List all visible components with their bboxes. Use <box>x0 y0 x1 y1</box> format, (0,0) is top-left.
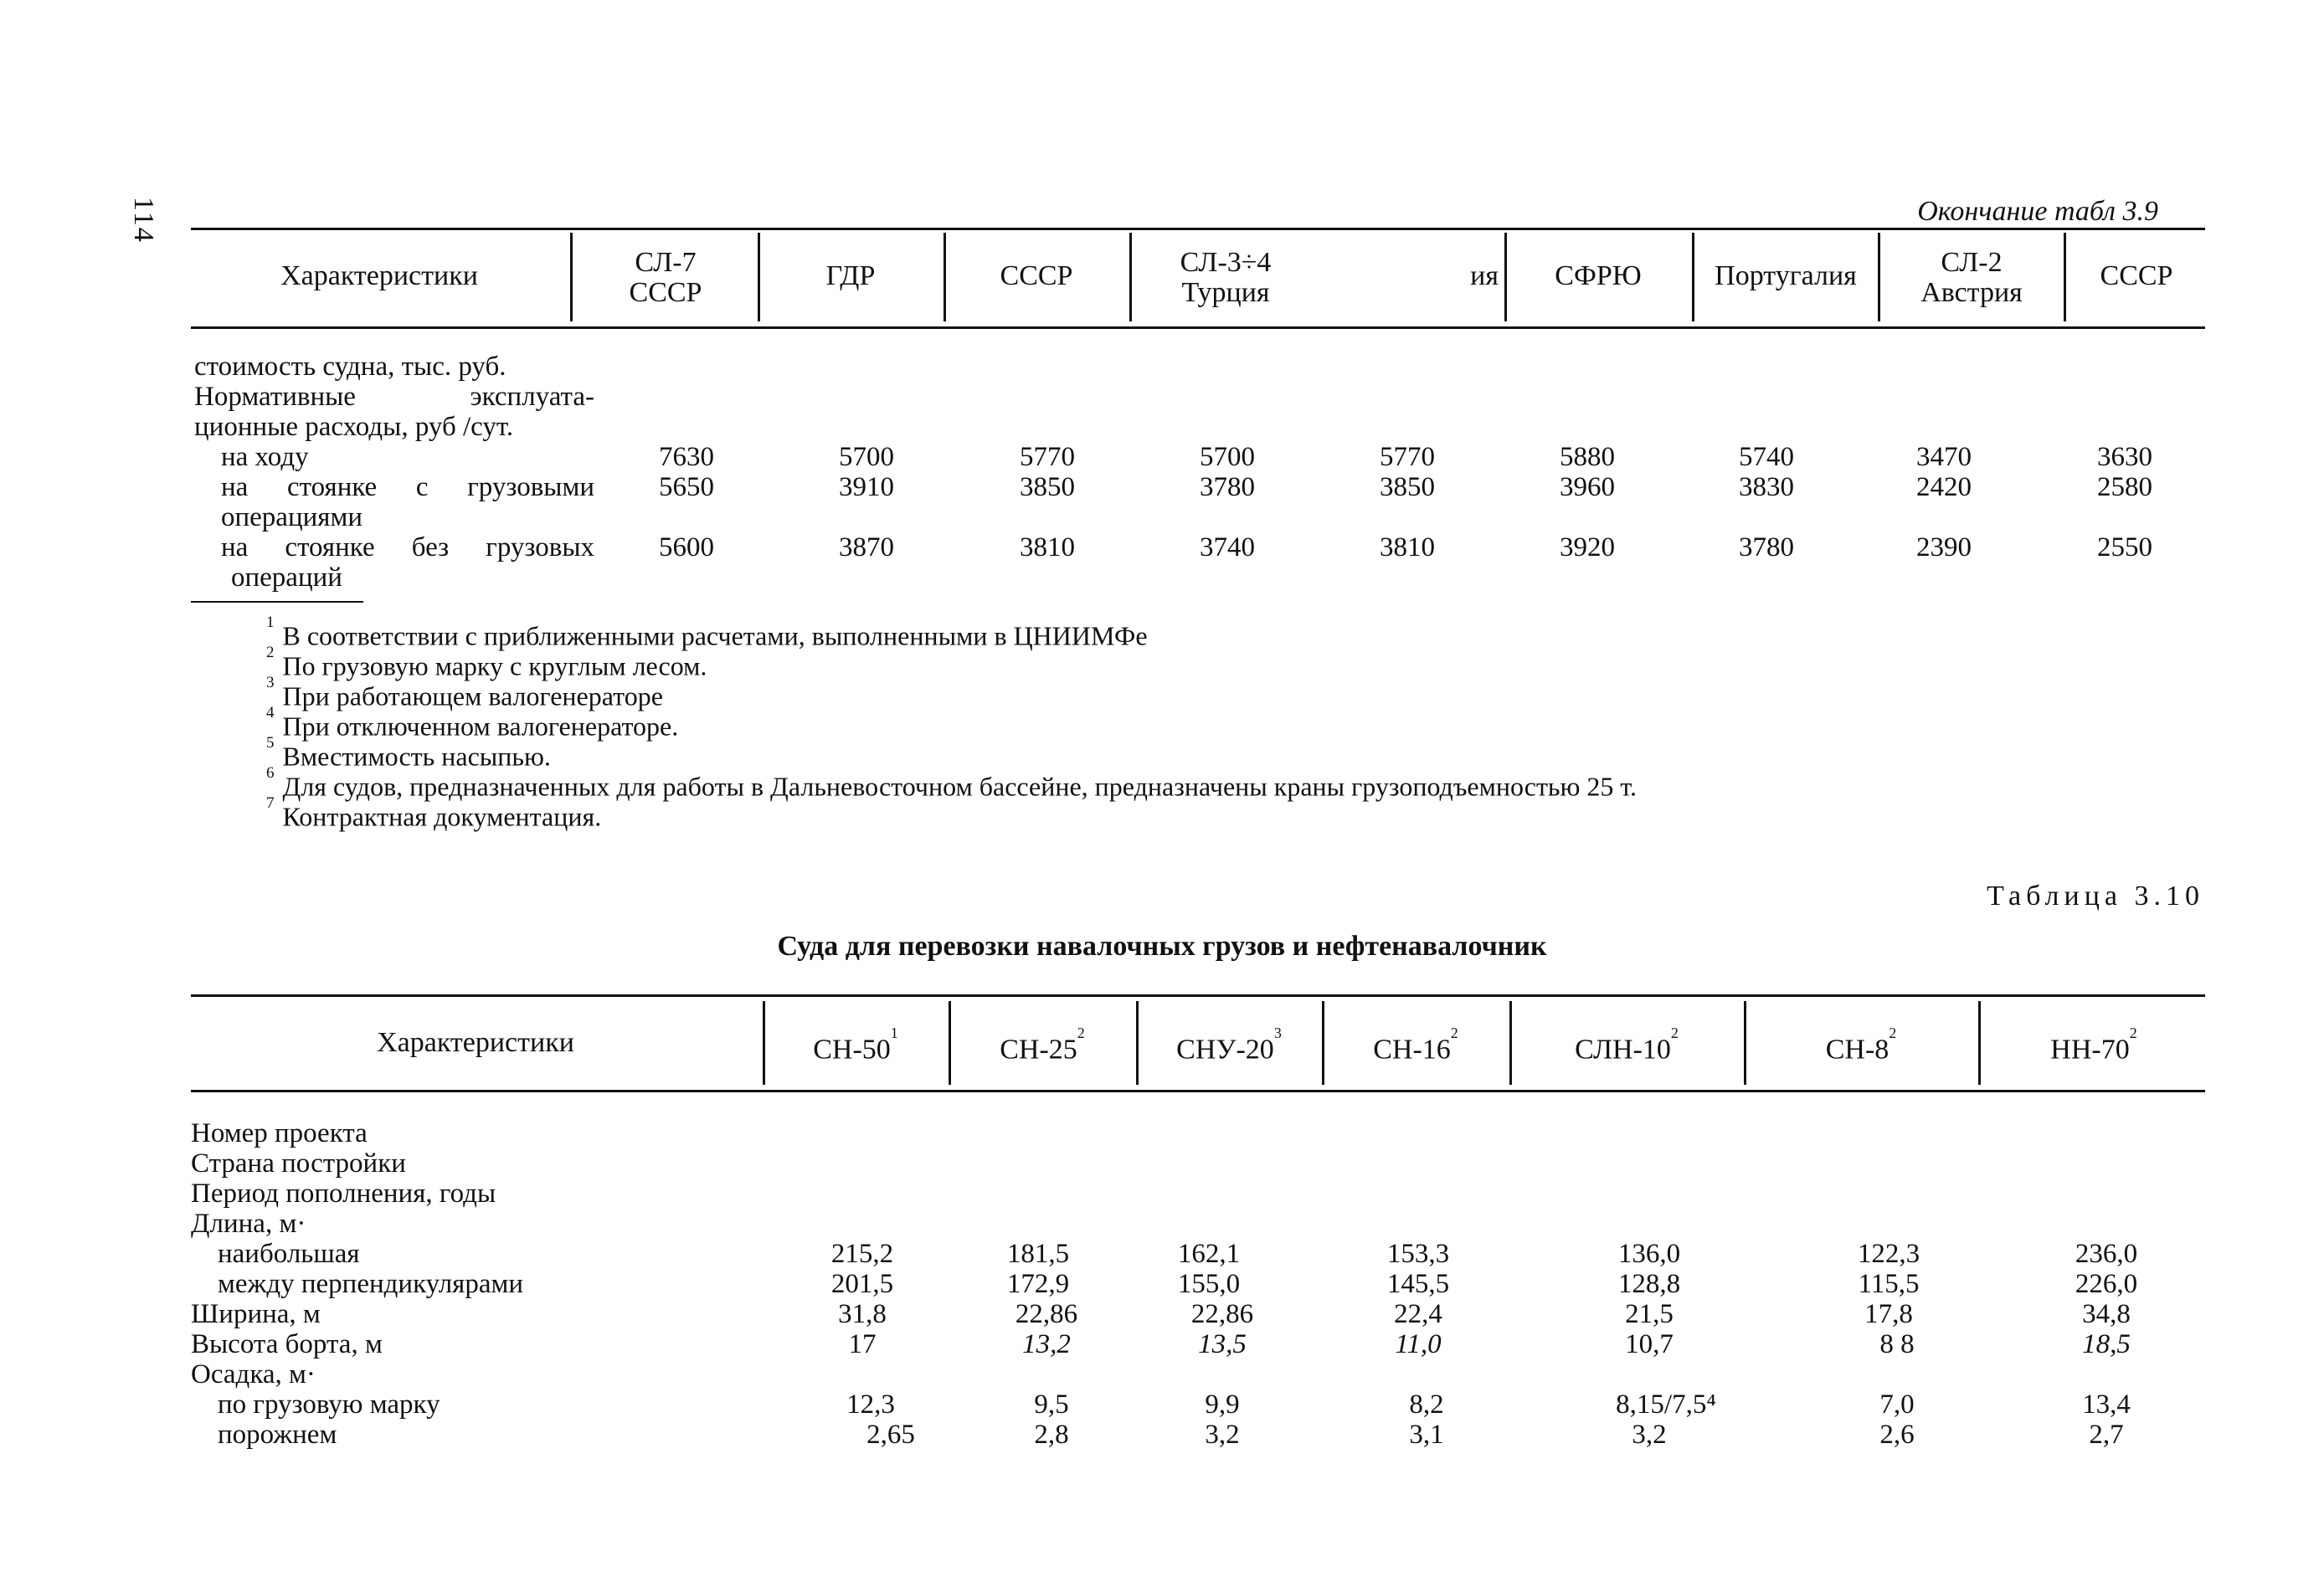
footnote-number: 6 <box>266 764 275 782</box>
table2-cell: 22,86 <box>1015 1299 1078 1329</box>
table2-cell: 181,5 <box>1006 1239 1070 1269</box>
table2-header-sup: 2 <box>1077 1025 1085 1041</box>
table2-cell: 17 <box>848 1329 877 1359</box>
table2-col-sep <box>1322 1001 1324 1085</box>
table2-cell: 13,4 <box>2082 1389 2131 1420</box>
table1-cell: 5600 <box>659 532 714 562</box>
table1-header-col2: ГДР <box>825 260 876 291</box>
table2-row-label: наибольшая <box>218 1239 360 1269</box>
table1-col-sep <box>1504 233 1507 321</box>
table1-cell: 5880 <box>1560 442 1615 472</box>
table2-cell: 3,2 <box>1205 1420 1240 1450</box>
table1-cell: 3810 <box>1380 532 1435 562</box>
table2-row-label: по грузовую марку <box>218 1389 440 1420</box>
table1-col-sep <box>570 233 573 321</box>
table1-cell: 3920 <box>1560 532 1615 562</box>
table2-row-label: Длина, м· <box>191 1209 306 1239</box>
table2-header-text: СН-50 <box>813 1034 891 1066</box>
table2-col-sep <box>949 1001 951 1085</box>
table2-header-text: СНУ-20 <box>1176 1034 1274 1066</box>
table2-row-label: Номер проекта <box>191 1118 368 1148</box>
table1-cell: 5700 <box>1200 442 1255 472</box>
table1-header-col6: СФРЮ <box>1555 260 1642 291</box>
table1-header-col8: СЛ-2 Австрия <box>1920 247 2023 308</box>
table1-cell: 3630 <box>2097 442 2152 472</box>
table2-header-sup: 1 <box>890 1025 898 1041</box>
table1-header-col3: СССР <box>1000 260 1073 291</box>
table2-col-sep <box>1978 1001 1981 1085</box>
table2-header-sup: 2 <box>1889 1025 1897 1041</box>
table1-col-sep <box>943 233 946 321</box>
table1-cell: 3850 <box>1380 472 1435 502</box>
table2-col-sep <box>1744 1001 1746 1085</box>
table2-header-sup: 2 <box>1670 1025 1679 1041</box>
footnote <box>266 794 602 832</box>
footnote-number: 2 <box>266 644 275 661</box>
table2-cell: 21,5 <box>1625 1299 1674 1329</box>
table1-caption: Окончание табл 3.9 <box>1917 196 2158 227</box>
table2-cell: 13,5 <box>1198 1329 1247 1359</box>
table1-header-col4: СЛ-3÷4 Турция <box>1180 247 1272 308</box>
footnote-text: В соответствии с приближенными расчетами, выполненными в ЦНИИМФе <box>282 620 1148 651</box>
table2-cell: 2,7 <box>2089 1420 2124 1450</box>
table2-cell: 226,0 <box>2075 1269 2138 1299</box>
table2-header-col2 <box>953 1025 1132 1066</box>
table2-cell: 162,1 <box>1177 1239 1241 1269</box>
table1-header-characteristics: Характеристики <box>280 260 478 291</box>
table1-cell: 3780 <box>1200 472 1255 502</box>
table2-cell: 10,7 <box>1625 1329 1674 1359</box>
table2-cell: 11,0 <box>1395 1329 1442 1359</box>
table1-cell: 7630 <box>659 442 714 472</box>
footnote-text: По грузовую марку с круглым лесом. <box>282 650 707 681</box>
table2-cell: 201,5 <box>830 1269 894 1299</box>
table2-cell: 3,1 <box>1409 1420 1444 1450</box>
table2-cell: 153,3 <box>1386 1239 1450 1269</box>
table1-cell: 3740 <box>1200 532 1255 562</box>
footnote-number: 4 <box>266 704 275 722</box>
table1-cell: 3810 <box>1020 532 1075 562</box>
table1-cell: 3830 <box>1739 472 1794 502</box>
table2-row-label: Высота борта, м <box>191 1329 383 1359</box>
footnote-text: Вместимость насыпью. <box>282 741 551 772</box>
table2-cell: 122,3 <box>1857 1239 1920 1269</box>
table2-header-col3 <box>1140 1025 1318 1066</box>
table1-cell: 2550 <box>2097 532 2152 562</box>
table2-cell: 236,0 <box>2075 1239 2138 1269</box>
table2-cell: 136,0 <box>1617 1239 1681 1269</box>
table1-cell: 5770 <box>1380 442 1435 472</box>
table2-cell: 145,5 <box>1386 1269 1450 1299</box>
table1-cell: 5740 <box>1739 442 1794 472</box>
table2-header-sup: 3 <box>1273 1025 1282 1041</box>
table2-row-label: между перпендикулярами <box>218 1269 524 1299</box>
table2-header-text: Характеристики <box>377 1027 574 1058</box>
table2-row-label: порожнем <box>218 1420 337 1450</box>
table1-cell: 3910 <box>839 472 894 502</box>
table2-col-sep <box>1509 1001 1512 1085</box>
footnote-text: Для судов, предназначенных для работы в Дальневосточном бассейне, предназначены краны грузоподъемностью 25 т. <box>282 771 1637 802</box>
footnote-text: Контрактная документация. <box>282 801 602 832</box>
table2-row-label: Период пополнения, годы <box>191 1179 496 1209</box>
table1-col-sep <box>2064 233 2066 321</box>
table1-row-label: на ходу <box>221 442 309 472</box>
table2-header-col7 <box>1982 1025 2205 1066</box>
table2-header-col4 <box>1326 1025 1505 1066</box>
table2-title: Суда для перевозки навалочных грузов и нефтенавалочник <box>777 931 1547 962</box>
table1-cell: 5650 <box>659 472 714 502</box>
table1-col-sep <box>1878 233 1880 321</box>
table2-cell: 18,5 <box>2082 1329 2131 1359</box>
table2-cell: 2,65 <box>866 1420 915 1450</box>
table1-bottom-rule <box>191 601 363 603</box>
table1-cell: 3850 <box>1020 472 1075 502</box>
table2-cell: 34,8 <box>2082 1299 2131 1329</box>
table2-header-text: СН-16 <box>1373 1034 1451 1066</box>
table2-row-label: Страна постройки <box>191 1148 406 1179</box>
table1-row-label: ционные расходы, руб /сут. <box>194 412 514 442</box>
table2-cell: 7,0 <box>1879 1389 1915 1420</box>
table2-cell: 115,5 <box>1858 1269 1920 1299</box>
footnote-number: 3 <box>266 674 275 691</box>
table2-header-col6 <box>1748 1025 1974 1066</box>
table1-row-label: на стоянке с грузовыми <box>221 472 594 502</box>
table1-row-label: стоимость судна, тыс. руб. <box>194 352 506 382</box>
table2-header-text: НН-70 <box>2050 1034 2130 1066</box>
table2-cell: 172,9 <box>1006 1269 1070 1299</box>
footnote-text: При отключенном валогенераторе. <box>282 711 679 742</box>
footnote-number: 5 <box>266 734 275 752</box>
table2-caption: Таблица 3.10 <box>1987 881 2204 912</box>
footnote-number: 7 <box>266 794 275 812</box>
table2-header-sup: 2 <box>2129 1025 2137 1041</box>
table1-header-col7: Португалия <box>1715 260 1857 291</box>
table1-cell: 5770 <box>1020 442 1075 472</box>
table2-cell: 17,8 <box>1864 1299 1913 1329</box>
table1-col-sep <box>758 233 760 321</box>
table1-cell: 2580 <box>2097 472 2152 502</box>
table2-cell: 2,6 <box>1879 1420 1915 1450</box>
table1-cell: 3470 <box>1916 442 1972 472</box>
table1-row-label: операций <box>231 562 342 593</box>
table1-cell: 2390 <box>1916 532 1972 562</box>
table2-cell: 3,2 <box>1632 1420 1667 1450</box>
table2-cell: 8 8 <box>1879 1329 1915 1359</box>
table2-cell: 12,3 <box>846 1389 895 1420</box>
table2-cell: 13,2 <box>1022 1329 1071 1359</box>
table2-cell: 2,8 <box>1034 1420 1069 1450</box>
table1-top-rule <box>191 228 2205 230</box>
table2-header-col5 <box>1514 1025 1740 1066</box>
table1-cell: 3960 <box>1560 472 1615 502</box>
table1-header-col5: ия <box>1470 260 1499 291</box>
table2-header-sup: 2 <box>1450 1025 1458 1041</box>
table1-col-sep <box>1129 233 1132 321</box>
table1-cell: 3870 <box>839 532 894 562</box>
table2-header-text: СН-25 <box>1000 1034 1077 1066</box>
table1-col-sep <box>1692 233 1694 321</box>
table2-header-col1 <box>767 1025 944 1066</box>
table2-cell: 9,9 <box>1205 1389 1240 1420</box>
table1-header-col9: СССР <box>2100 260 2173 291</box>
table2-header-text: СН-8 <box>1825 1034 1890 1066</box>
table2-top-rule <box>191 994 2205 997</box>
table1-row-label: Нормативные эксплуата- <box>194 382 594 412</box>
footnote-text: При работающем валогенераторе <box>282 681 663 711</box>
table2-cell: 8,2 <box>1409 1389 1444 1420</box>
footnote-number: 1 <box>266 614 275 631</box>
table2-cell: 9,5 <box>1034 1389 1069 1420</box>
table2-header-characteristics <box>191 1028 760 1058</box>
table2-cell: 215,2 <box>830 1239 894 1269</box>
table2-cell: 31,8 <box>838 1299 887 1329</box>
table1-header-col1: СЛ-7 СССР <box>629 247 702 308</box>
table2-col-sep <box>763 1001 765 1085</box>
table2-col-sep <box>1136 1001 1139 1085</box>
table2-cell: 22,86 <box>1190 1299 1254 1329</box>
table2-header-text: СЛН-10 <box>1575 1034 1671 1066</box>
table2-header-rule <box>191 1090 2205 1092</box>
table2-row-label: Ширина, м <box>191 1299 321 1329</box>
table1-row-label: на стоянке без грузовых <box>221 532 594 562</box>
page-number: 114 <box>128 197 159 244</box>
table2-row-label: Осадка, м· <box>191 1359 316 1389</box>
table1-header-rule <box>191 326 2205 329</box>
table2-cell: 155,0 <box>1177 1269 1241 1299</box>
table1-cell: 2420 <box>1916 472 1972 502</box>
table1-cell: 5700 <box>839 442 894 472</box>
table1-row-label: операциями <box>221 502 362 532</box>
table2-cell: 128,8 <box>1617 1269 1681 1299</box>
table1-cell: 3780 <box>1739 532 1794 562</box>
table2-cell: 8,15/7,5⁴ <box>1616 1389 1716 1420</box>
table2-cell: 22,4 <box>1394 1299 1442 1329</box>
